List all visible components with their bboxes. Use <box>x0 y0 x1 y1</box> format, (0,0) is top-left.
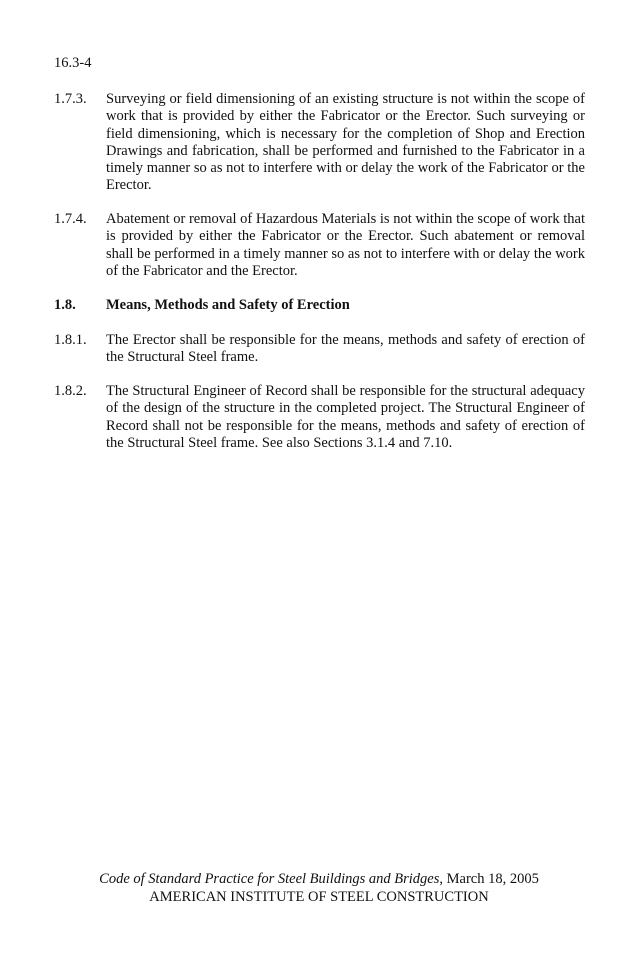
section-1-7-4 <box>54 211 585 280</box>
footer-citation <box>0 871 638 889</box>
section-text: The Structural Engineer of Record shall be responsible for the structural adequacy of the design of the structure in the completed project. The Structural Engineer of Record shall not be responsible for the means, methods and safety of erection of the Structural Steel frame. See also Sections 3.1.4 and 7.10. <box>106 383 585 451</box>
section-1-7-3 <box>54 91 585 195</box>
section-number: 1.7.4. <box>54 211 87 227</box>
section-text: Abatement or removal of Hazardous Materials is not within the scope of work that is provided by either the Fabricator or the Erector. Such abatement or removal shall be performed in a timely manner so as not to interfere with or delay the work of the Fabricator and the Erector. <box>106 211 585 279</box>
section-number: 1.8. <box>54 297 76 313</box>
section-heading-1-8 <box>54 297 585 314</box>
page-footer <box>0 871 638 906</box>
footer-citation-date: , March 18, 2005 <box>439 871 539 887</box>
footer-citation-title: Code of Standard Practice for Steel Buildings and Bridges <box>99 871 440 887</box>
section-number: 1.8.2. <box>54 383 87 399</box>
section-text: The Erector shall be responsible for the means, methods and safety of erection of the Structural Steel frame. <box>106 332 585 366</box>
section-1-8-1 <box>54 332 585 367</box>
section-number: 1.8.1. <box>54 332 87 348</box>
page-number: 16.3-4 <box>54 55 92 71</box>
section-text: Surveying or field dimensioning of an existing structure is not within the scope of work that is provided by either the Fabricator or the Erector. Such surveying or field dimensioning, which is necessary for the completion of Shop and Erection Drawings and fabrication, shall be performed and furnished to the Fabricator in a timely manner so as not to interfere with or delay the work of the Fabricator or the Erector. <box>106 91 585 194</box>
footer-publisher: AMERICAN INSTITUTE OF STEEL CONSTRUCTION <box>149 888 489 905</box>
section-1-8-2 <box>54 383 585 452</box>
section-heading: Means, Methods and Safety of Erection <box>106 297 350 313</box>
section-number: 1.7.3. <box>54 91 87 107</box>
